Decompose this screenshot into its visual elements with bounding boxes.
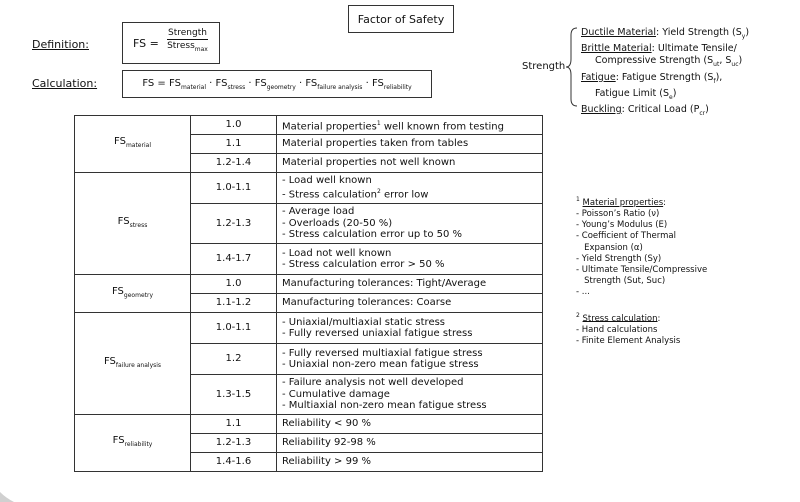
description-line: - Stress calculation$^2$ error low [282, 188, 429, 201]
factor-category: $FS_{reliability}$ [75, 415, 191, 472]
strength-list [581, 27, 749, 120]
strength-item-cont: Compressive Strength ($S_{ut}$, $S_{uc}$) [595, 55, 743, 69]
description-line: - Cumulative damage [282, 388, 390, 400]
factor-category: $FS_{material}$ [75, 116, 191, 173]
factor-description [277, 344, 543, 375]
description-line: Material properties taken from tables [282, 138, 469, 150]
formula-term: $FS_{material}$ [169, 77, 206, 91]
calculation-formula [122, 70, 432, 98]
formula-separator: · [362, 77, 372, 89]
factor-value: 1.3-1.5 [191, 375, 277, 415]
footnote-item: - Hand calculations [576, 324, 658, 335]
factor-category: $FS_{failure analysis}$ [75, 313, 191, 415]
strength-item: Brittle Material: Ultimate Tensile/ [581, 43, 737, 55]
footnote-item: Expansion (α) [576, 242, 643, 253]
description-line: - Stress calculation error > 50 % [282, 259, 445, 270]
strength-item-name: Buckling [581, 104, 622, 116]
factor-description [277, 154, 543, 173]
strength-item-name: Fatigue [581, 71, 616, 83]
fraction-denominator: Stress$_{max}$ [167, 41, 208, 53]
formula-term: $FS_{reliability}$ [371, 77, 412, 91]
strength-item: Ductile Material: Yield Strength $(S_y)$ [581, 27, 750, 40]
factor-description [277, 244, 543, 275]
footnote-marker: 2 [377, 188, 381, 196]
factor-value: 1.0 [191, 116, 277, 135]
factor-description [277, 275, 543, 294]
factor-value: 1.1 [191, 135, 277, 154]
table-row [75, 415, 543, 434]
definition-label: Definition: [32, 38, 89, 51]
strength-item: Fatigue: Fatigue Strength $(S_f)$, [581, 71, 723, 85]
curly-brace-icon [565, 27, 579, 107]
description-line: Material properties$^1$ well known from testing [282, 119, 504, 132]
strength-item-cont: Fatigue Limit $(S_e)$ [595, 87, 677, 101]
footnote-item: Strength (Sut, Suc) [576, 276, 666, 287]
strength-item-name: Brittle Material [581, 43, 652, 55]
table-row [75, 313, 543, 344]
footnote-item: - Yield Strength (Sy) [576, 253, 662, 264]
footnotes [576, 194, 707, 347]
description-line: - Fully reversed multiaxial fatigue stress [282, 347, 483, 359]
factor-description [277, 434, 543, 453]
strength-label: Strength [522, 61, 566, 72]
formula-term: $FS_{geometry}$ [254, 77, 296, 91]
description-line: Reliability > 99 % [282, 456, 371, 468]
factor-value: 1.0-1.1 [191, 313, 277, 344]
description-line: Material properties not well known [282, 157, 456, 169]
factor-value: 1.4-1.6 [191, 453, 277, 472]
factor-value: 1.2-1.3 [191, 434, 277, 453]
factor-description [277, 415, 543, 434]
description-line: - Uniaxial non-zero mean fatigue stress [282, 359, 479, 370]
description-line: - Average load [282, 206, 355, 218]
footnote-item: - Ultimate Tensile/Compressive [576, 265, 708, 276]
footnote-item: - Finite Element Analysis [576, 335, 681, 346]
description-line: Manufacturing tolerances: Tight/Average [282, 278, 487, 290]
fraction-numerator: Strength [168, 28, 207, 38]
description-line: - Overloads (20-50 %) [282, 217, 393, 229]
footnote-item: - Poisson’s Ratio (ν) [576, 209, 660, 220]
description-line: Reliability 92-98 % [282, 437, 376, 449]
factor-value: 1.1 [191, 415, 277, 434]
table-row [75, 116, 543, 135]
corner-arrow-icon [0, 488, 14, 502]
factor-value: 1.2-1.4 [191, 154, 277, 173]
factor-table [74, 115, 543, 472]
factor-value: 1.2-1.3 [191, 204, 277, 244]
description-line: - Failure analysis not well developed [282, 377, 464, 389]
factor-description [277, 294, 543, 313]
definition-fraction [167, 28, 208, 53]
footnote-item: - Coefficient of Thermal [576, 231, 676, 242]
factor-value: 1.0 [191, 275, 277, 294]
description-line: - Load not well known [282, 247, 392, 259]
calculation-expression [142, 78, 411, 91]
footnote-item: - Young’s Modulus (E) [576, 220, 668, 231]
factor-description [277, 375, 543, 415]
factor-description [277, 173, 543, 204]
table-row [75, 275, 543, 294]
factor-description [277, 116, 543, 135]
footnote-title: $^1$ Material properties: [576, 196, 667, 208]
factor-value: 1.4-1.7 [191, 244, 277, 275]
footnote-marker: 1 [376, 119, 381, 127]
footnote-title: $^2$ Stress calculation: [576, 311, 661, 324]
description-line: - Load well known [282, 174, 372, 186]
factor-description [277, 135, 543, 154]
description-line: Manufacturing tolerances: Coarse [282, 297, 452, 309]
factor-description [277, 204, 543, 244]
factor-description [277, 313, 543, 344]
description-line: - Uniaxial/multiaxial static stress [282, 316, 446, 328]
table-row [75, 173, 543, 204]
factor-category: $FS_{geometry}$ [75, 275, 191, 313]
strength-item-name: Ductile Material [581, 27, 657, 38]
footnote-item: - ... [576, 287, 590, 298]
formula-term: $FS_{failure analysis}$ [305, 77, 363, 91]
description-line: Reliability < 90 % [282, 418, 371, 430]
description-line: - Multiaxial non-zero mean fatigue stress [282, 400, 487, 412]
formula-term: $FS_{stress}$ [215, 77, 246, 91]
factor-value: 1.1-1.2 [191, 294, 277, 313]
definition-formula [122, 22, 220, 64]
description-line: - Stress calculation error up to 50 % [282, 229, 463, 241]
factor-value: 1.0-1.1 [191, 173, 277, 204]
formula-prefix: FS = [142, 77, 169, 89]
formula-separator: · [245, 77, 255, 89]
formula-separator: · [295, 77, 306, 89]
formula-separator: · [205, 77, 216, 89]
definition-lhs: FS = [133, 37, 159, 50]
description-line: - Fully reversed uniaxial fatigue stress [282, 328, 473, 339]
factor-category: $FS_{stress}$ [75, 173, 191, 275]
strength-item: Buckling: Critical Load $(P_{cr})$ [581, 104, 709, 117]
calculation-label: Calculation: [32, 77, 98, 90]
factor-description [277, 453, 543, 472]
page-title: Factor of Safety [348, 5, 454, 33]
factor-value: 1.2 [191, 344, 277, 375]
